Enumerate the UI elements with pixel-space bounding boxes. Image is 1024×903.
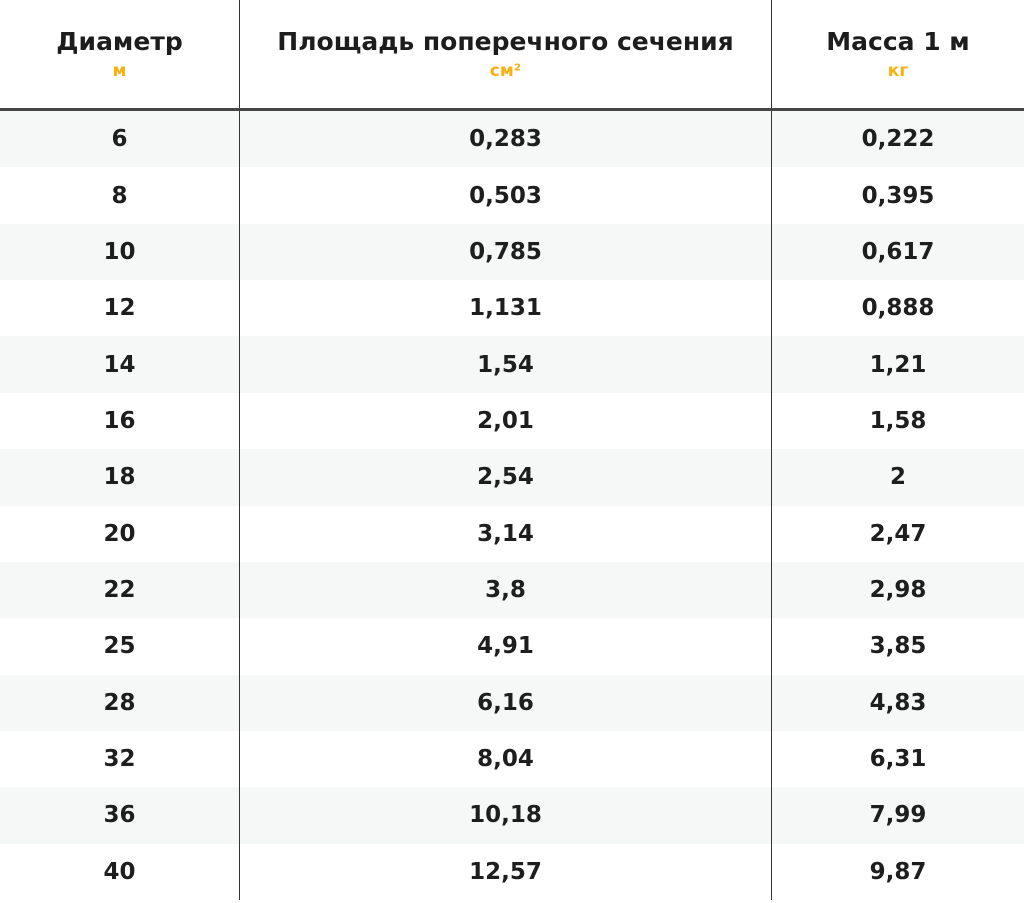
table-row bbox=[0, 167, 1024, 223]
table-cell: 2,47 bbox=[869, 520, 927, 547]
table-cell: 3,85 bbox=[869, 633, 927, 660]
table-cell: 6 bbox=[111, 126, 128, 153]
table-cell: 10 bbox=[103, 238, 136, 265]
table-cell: 0,395 bbox=[861, 182, 935, 209]
table-cell: 8,04 bbox=[239, 731, 772, 787]
table-cell: 2 bbox=[889, 464, 906, 491]
table-cell: 8 bbox=[111, 182, 128, 209]
table-cell: 28 bbox=[103, 689, 136, 716]
table-cell: 0,503 bbox=[239, 167, 772, 223]
header-mass-per-meter-unit: кг bbox=[887, 60, 909, 81]
header-diameter-unit: м bbox=[112, 60, 127, 81]
table-cell: 0,283 bbox=[239, 111, 772, 167]
table-row bbox=[0, 675, 1024, 731]
table-row bbox=[0, 844, 1024, 900]
table-cell: 9,87 bbox=[869, 858, 927, 885]
table-row bbox=[0, 336, 1024, 392]
table-cell: 0,617 bbox=[861, 238, 935, 265]
table-cell: 1,54 bbox=[239, 336, 772, 392]
table-body bbox=[0, 111, 1024, 900]
header-mass-per-meter bbox=[772, 0, 1024, 108]
table-cell: 18 bbox=[103, 464, 136, 491]
table-cell: 4,91 bbox=[239, 618, 772, 674]
table-cell: 7,99 bbox=[869, 802, 927, 829]
table-cell: 6,16 bbox=[239, 675, 772, 731]
table-row bbox=[0, 224, 1024, 280]
table-cell: 12 bbox=[103, 295, 136, 322]
table-cell: 3,14 bbox=[239, 506, 772, 562]
table-cell: 25 bbox=[103, 633, 136, 660]
table-cell: 0,888 bbox=[861, 295, 935, 322]
header-mass-per-meter-title: Масса 1 м bbox=[826, 27, 970, 57]
table-row bbox=[0, 280, 1024, 336]
table-row bbox=[0, 731, 1024, 787]
table-cell: 2,54 bbox=[239, 449, 772, 505]
table-cell: 20 bbox=[103, 520, 136, 547]
table-cell: 16 bbox=[103, 407, 136, 434]
table-cell: 1,21 bbox=[869, 351, 927, 378]
table-cell: 10,18 bbox=[239, 787, 772, 843]
table-header-row bbox=[0, 0, 1024, 111]
table-row bbox=[0, 618, 1024, 674]
header-diameter bbox=[0, 0, 239, 108]
table-row bbox=[0, 111, 1024, 167]
header-cross-section-area-unit: см² bbox=[489, 60, 522, 81]
header-cross-section-area bbox=[239, 0, 772, 108]
table-cell: 40 bbox=[103, 858, 136, 885]
table-cell: 2,98 bbox=[869, 577, 927, 604]
table-cell: 22 bbox=[103, 577, 136, 604]
table-cell: 36 bbox=[103, 802, 136, 829]
table-cell: 4,83 bbox=[869, 689, 927, 716]
table-cell: 3,8 bbox=[239, 562, 772, 618]
header-diameter-title: Диаметр bbox=[56, 27, 183, 57]
table-cell: 0,785 bbox=[239, 224, 772, 280]
table-row bbox=[0, 393, 1024, 449]
table-cell: 32 bbox=[103, 746, 136, 773]
table-cell: 12,57 bbox=[239, 844, 772, 900]
table-cell: 6,31 bbox=[869, 746, 927, 773]
table-row bbox=[0, 449, 1024, 505]
table-cell: 1,58 bbox=[869, 407, 927, 434]
table-row bbox=[0, 562, 1024, 618]
table-cell: 14 bbox=[103, 351, 136, 378]
table-cell: 1,131 bbox=[239, 280, 772, 336]
table-row bbox=[0, 506, 1024, 562]
table-cell: 0,222 bbox=[861, 126, 935, 153]
header-cross-section-area-title: Площадь поперечного сечения bbox=[277, 27, 734, 57]
table-cell: 2,01 bbox=[239, 393, 772, 449]
table-row bbox=[0, 787, 1024, 843]
